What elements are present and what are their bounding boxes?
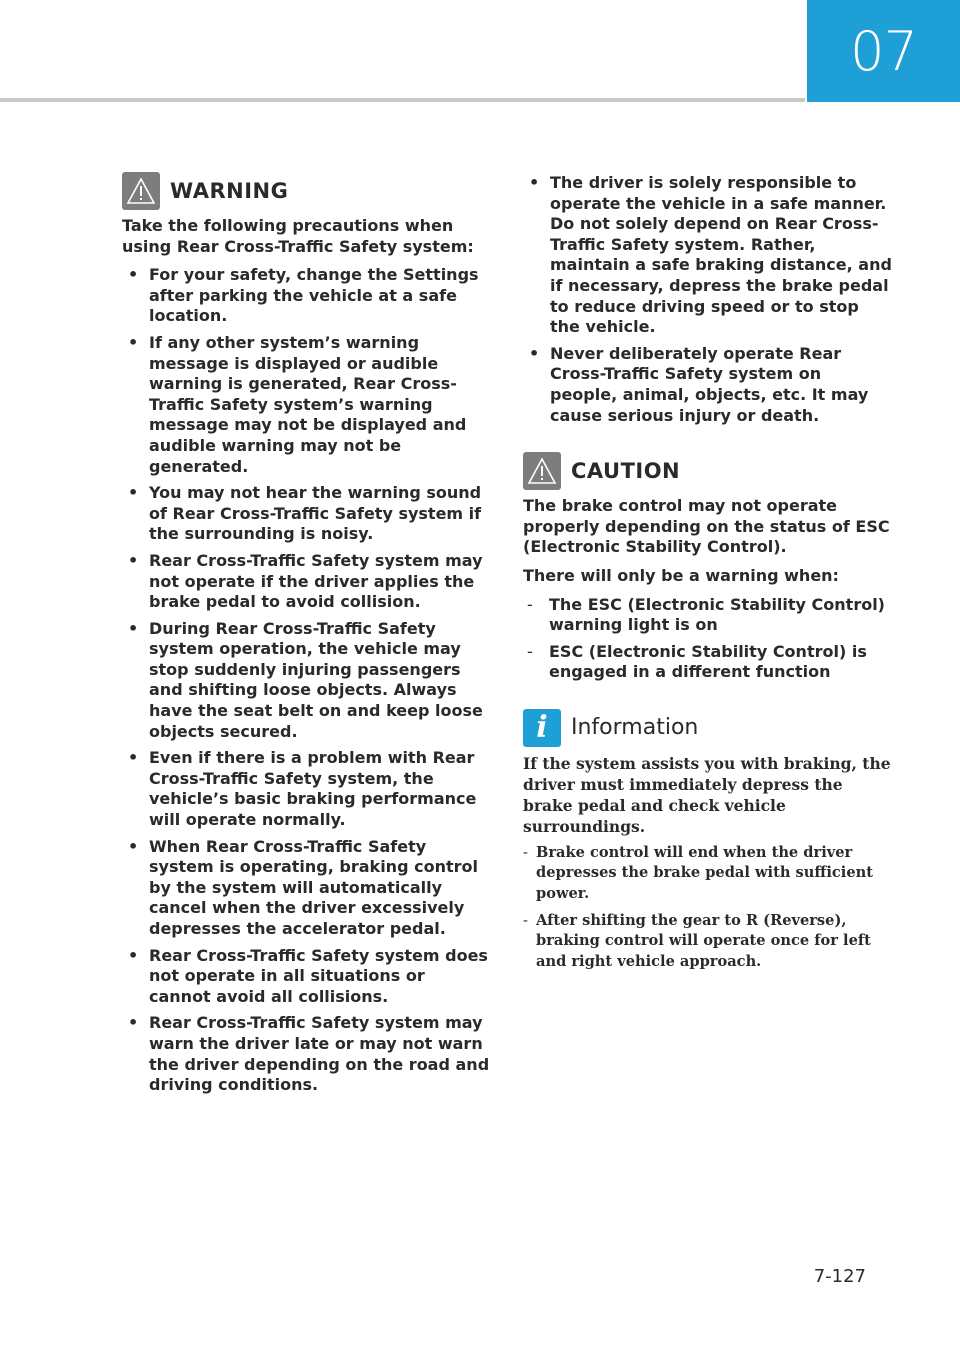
list-item: [122, 748, 492, 830]
list-item: [122, 551, 492, 613]
bullet-mark: •: [529, 173, 540, 192]
caution-lead: There will only be a warning when:: [523, 565, 839, 585]
list-item-text: Rear Cross-Traffic Safety system may not operate if the driver applies the brake pedal to avoid collision.: [149, 550, 483, 612]
warning-badge: [122, 172, 160, 210]
dash-mark: -: [523, 911, 528, 929]
info-icon: i: [536, 709, 548, 745]
list-item-text: For your safety, change the Settings after parking the vehicle at a safe location.: [149, 265, 479, 326]
list-item-text: You may not hear the warning sound of Rear Cross-Traffic Safety system if the surrounding is noisy.: [149, 483, 482, 544]
information-title: Information: [571, 715, 699, 741]
list-item: [122, 483, 492, 545]
warning-list-continued: [523, 173, 893, 426]
list-item-text: The ESC (Electronic Stability Control) warning light is on: [549, 594, 885, 635]
bullet-mark: •: [128, 550, 139, 570]
list-item: [122, 333, 492, 477]
list-item: [122, 265, 492, 327]
caution-header: [523, 452, 893, 490]
chapter-tab: 07: [807, 0, 960, 102]
list-item-text: Rear Cross-Traffic Safety system does not operate in all situations or cannot avoid all collisions.: [149, 945, 488, 1006]
information-body: If the system assists you with braking, the driver must immediately depress the brake pedal and check vehicle surroundings.: [523, 753, 891, 836]
list-item-text: Brake control will end when the driver depresses the brake pedal with sufficient power.: [536, 843, 873, 903]
list-item-text: During Rear Cross-Traffic Safety system operation, the vehicle may stop suddenly injuring passengers and shifting loose objects. Always have the seat belt on and keep loose objects secured.: [149, 618, 483, 741]
page-number: 7-127: [813, 1266, 866, 1287]
list-item: [523, 642, 893, 683]
warning-list: [122, 265, 492, 1096]
bullet-mark: •: [128, 618, 139, 638]
dash-mark: -: [527, 594, 533, 614]
information-header: [523, 709, 893, 747]
warning-triangle-icon: [126, 177, 156, 205]
information-badge: [523, 709, 561, 747]
list-item: [523, 911, 893, 973]
list-item-text: If any other system’s warning message is displayed or audible warning is generated, Rear Cross-Traffic Safety system’s warning message may not be displayed and audible warning may not be generated.: [149, 332, 467, 476]
caution-list: [523, 595, 893, 683]
caution-intro: The brake control may not operate properly depending on the status of ESC (Electronic Stability Control).: [523, 496, 890, 557]
bullet-mark: •: [128, 1013, 139, 1033]
caution-title: CAUTION: [571, 459, 681, 484]
list-item: [122, 619, 492, 743]
information-list: [523, 843, 893, 973]
dash-mark: -: [523, 843, 528, 861]
list-item: [523, 344, 893, 426]
list-item: [122, 946, 492, 1008]
list-item: [523, 595, 893, 636]
warning-header: [122, 172, 492, 210]
list-item-text: When Rear Cross-Traffic Safety system is operating, braking control by the system will automatically cancel when the driver excessively depresses the accelerator pedal.: [149, 836, 478, 938]
list-item-text: The driver is solely responsible to operate the vehicle in a safe manner. Do not solely depend on Rear Cross-Traffic Safety system. Rather, maintain a safe braking distance, and if necessary, depress the brake pedal to reduce driving speed or to stop the vehicle.: [550, 173, 892, 337]
list-item: [122, 837, 492, 940]
bullet-mark: •: [128, 836, 139, 856]
bullet-mark: •: [128, 483, 139, 503]
bullet-mark: •: [128, 265, 139, 285]
warning-title: WARNING: [170, 179, 289, 203]
list-item-text: Never deliberately operate Rear Cross-Traffic Safety system on people, animal, objects, etc. It may cause serious injury or death.: [550, 343, 869, 425]
list-item-text: After shifting the gear to R (Reverse), braking control will operate once for left and right vehicle approach.: [536, 911, 871, 970]
list-item: [523, 843, 893, 905]
header-rule: [0, 98, 805, 102]
list-item-text: Rear Cross-Traffic Safety system may warn the driver late or may not warn the driver depending on the road and driving conditions.: [149, 1013, 490, 1095]
right-column: [523, 173, 893, 978]
spacer: [523, 689, 893, 709]
bullet-mark: •: [529, 343, 540, 363]
list-item: [122, 1013, 492, 1095]
left-column: [122, 172, 492, 1102]
spacer: [523, 432, 893, 452]
list-item-text: Even if there is a problem with Rear Cross-Traffic Safety system, the vehicle’s basic braking performance will operate normally.: [149, 748, 477, 830]
list-item: [523, 173, 893, 338]
dash-mark: -: [527, 641, 533, 661]
caution-badge: [523, 452, 561, 490]
bullet-mark: •: [128, 332, 139, 352]
list-item-text: ESC (Electronic Stability Control) is engaged in a different function: [549, 641, 867, 682]
bullet-mark: •: [128, 748, 139, 768]
warning-intro: Take the following precautions when using Rear Cross-Traffic Safety system:: [122, 216, 474, 256]
bullet-mark: •: [128, 945, 139, 965]
caution-triangle-icon: [527, 457, 557, 485]
